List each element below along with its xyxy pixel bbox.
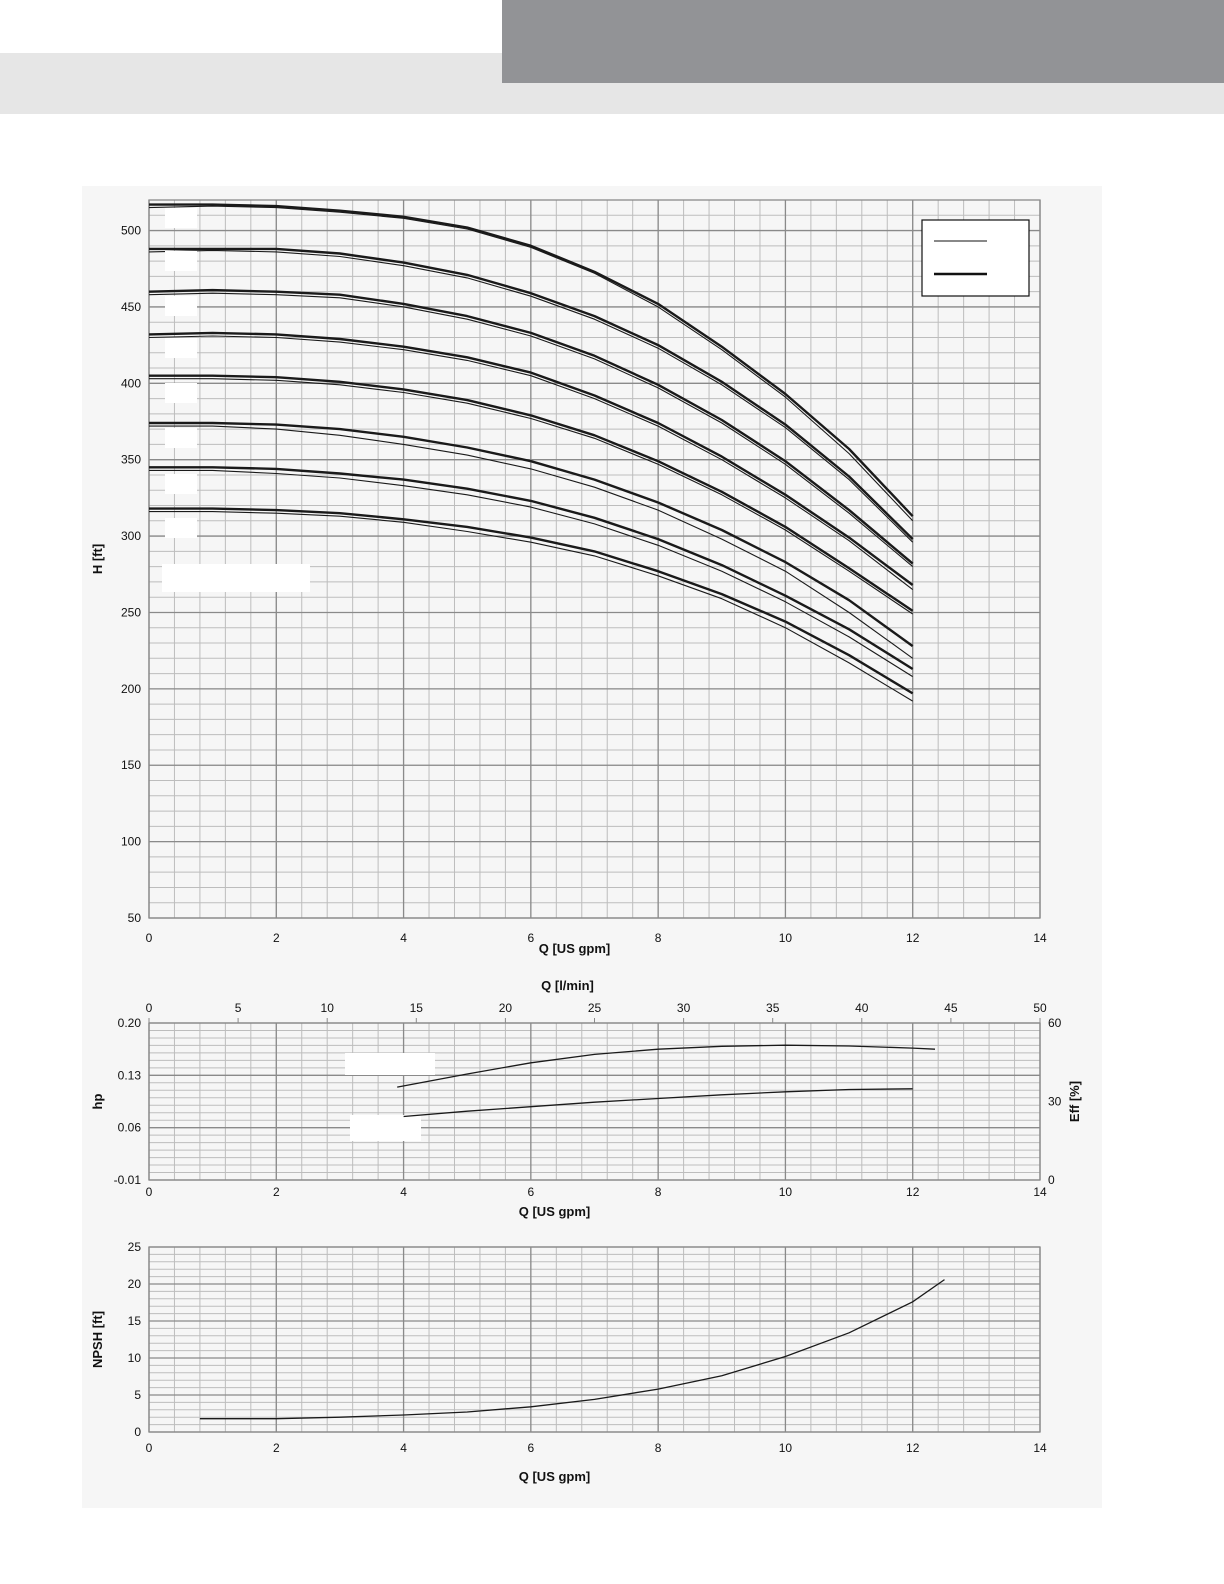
x2-tick-label: 10 [320,1001,334,1015]
x2-tick-label: 15 [409,1001,423,1015]
x-tick-label: 6 [527,1185,535,1199]
y-axis-label: H [ft] [90,543,105,575]
x-tick-label: 10 [778,1185,793,1199]
x-tick-label: 2 [272,1185,280,1199]
y-tick-label: 150 [120,758,141,773]
x-tick-label: 4 [400,1185,407,1199]
label-mask [165,296,197,316]
npsh-curve [200,1280,945,1419]
x-tick-label: 4 [400,1441,407,1455]
x-tick-label: 6 [527,931,535,945]
x-tick-label: 8 [654,1185,662,1199]
x-tick-label: 2 [272,1441,280,1455]
x-tick-label: 14 [1033,1185,1047,1199]
x-tick-label: 6 [527,1441,535,1455]
y-tick-label: 200 [120,681,141,696]
y-tick-label: 500 [120,223,141,238]
x2-axis-label: Q [l/min] [541,978,594,993]
x2-tick-label: 5 [234,1001,242,1015]
label-mask [165,251,197,271]
y-tick-label: 0.13 [117,1068,141,1083]
label-mask [165,338,197,358]
y-tick-label: 0.20 [117,1016,141,1030]
chart-panel [82,186,1102,1508]
grid [149,1247,1040,1432]
x2-tick-label: 0 [145,1001,153,1015]
grid [149,1023,1040,1180]
label-mask [345,1053,435,1075]
y-tick-label: 15 [127,1314,141,1328]
legend [922,220,1029,296]
y-tick-label: 350 [120,452,141,467]
x2-tick-label: 30 [676,1001,691,1015]
y-tick-label: 100 [120,834,141,849]
y-tick-label: 5 [134,1388,141,1402]
y-tick-label: 250 [120,605,141,620]
y-tick-label: -0.01 [113,1173,141,1187]
x-tick-label: 2 [272,931,280,945]
label-mask [165,428,197,448]
x-tick-label: 14 [1033,1441,1047,1455]
y-tick-label: 25 [127,1240,141,1254]
y2-tick-label: 0 [1048,1173,1055,1187]
y-tick-label: 450 [120,299,141,314]
x2-tick-label: 50 [1033,1001,1047,1015]
legend-box [922,220,1029,296]
y-tick-label: 400 [120,376,141,391]
y-tick-label: 10 [127,1351,141,1365]
y2-tick-label: 30 [1048,1094,1062,1109]
x-axis-label: Q [US gpm] [538,941,611,956]
x-tick-label: 12 [906,931,920,945]
label-mask [165,474,197,494]
y-axis-label: hp [90,1093,105,1110]
y-axis-label: NPSH [ft] [90,1310,105,1369]
y-tick-label: 50 [127,911,141,925]
y-tick-label: 20 [127,1277,141,1291]
x-tick-label: 10 [778,1441,793,1455]
label-mask [165,383,197,403]
x2-tick-label: 35 [766,1001,780,1015]
header-band-dark [502,0,1224,83]
x2-tick-label: 40 [855,1001,869,1015]
label-mask [162,564,310,592]
x-tick-label: 8 [654,1441,662,1455]
x-tick-label: 8 [654,931,662,945]
x2-tick-label: 45 [944,1001,958,1015]
x-tick-label: 12 [906,1441,920,1455]
x-axis-label: Q [US gpm] [518,1469,591,1484]
x2-tick-label: 20 [498,1001,513,1015]
label-mask [165,518,197,538]
x-tick-label: 0 [145,1185,153,1199]
y2-axis-label: Eff [%] [1067,1080,1082,1123]
plot-frame [149,1247,1040,1432]
x-tick-label: 14 [1033,931,1047,945]
y-tick-label: 300 [120,529,141,544]
x-tick-label: 4 [400,931,407,945]
y2-tick-label: 60 [1048,1016,1062,1030]
x2-tick-label: 25 [587,1001,602,1015]
x-axis-label: Q [US gpm] [518,1204,591,1219]
y-tick-label: 0.06 [117,1120,141,1135]
label-mask [165,208,197,228]
x-tick-label: 12 [906,1185,920,1199]
efficiency-curve [397,1045,935,1087]
plot-frame [149,1023,1040,1180]
charts-svg [82,186,1102,1508]
x-tick-label: 0 [145,931,153,945]
x-tick-label: 0 [145,1441,153,1455]
y-tick-label: 0 [134,1425,141,1439]
label-mask [350,1115,421,1141]
x-tick-label: 10 [778,931,793,945]
